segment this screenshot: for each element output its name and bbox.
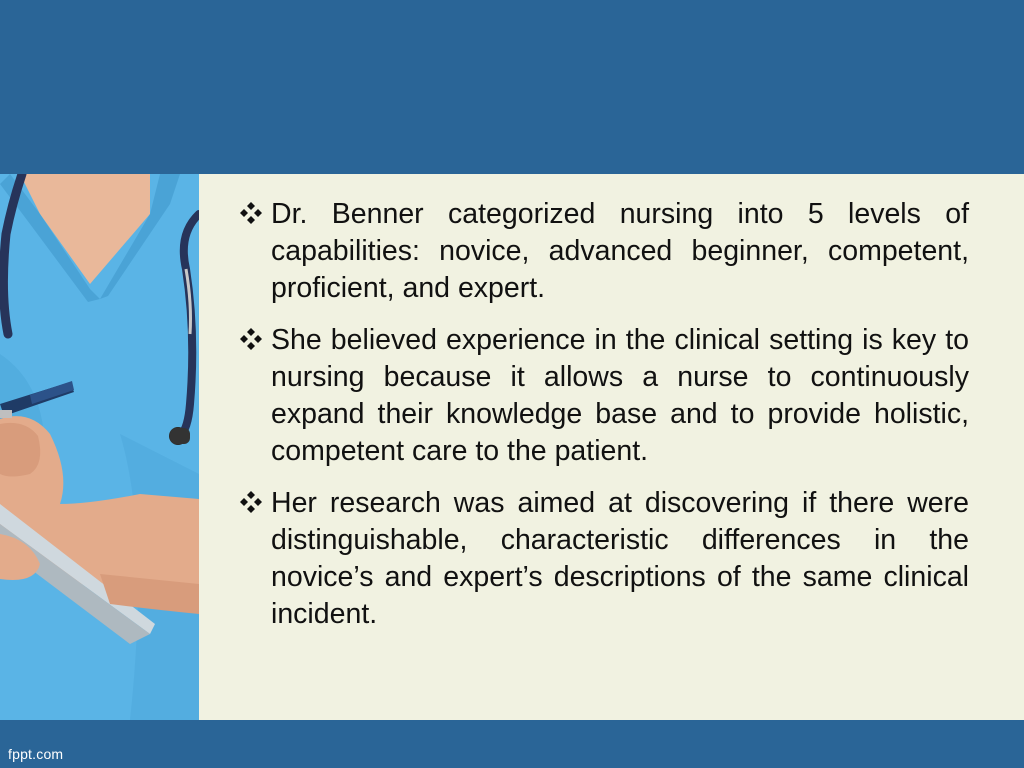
bullet-text: Her research was aimed at discovering if there were distinguishable, characteristic differences in the novice’s and expert’s descriptions of the same clinical incident. xyxy=(271,487,969,630)
nurse-photo xyxy=(0,174,199,720)
content-panel xyxy=(199,174,1024,720)
diamond-bullet-icon xyxy=(237,325,265,353)
footer-brand: fppt.com xyxy=(8,746,64,762)
bullet-text: She believed experience in the clinical setting is key to nursing because it allows a nurse to continuously expand their knowledge base and to provide holistic, competent care to the patient. xyxy=(271,324,969,467)
bullet-item-2 xyxy=(235,322,969,470)
diamond-bullet-icon xyxy=(237,199,265,227)
header-band xyxy=(0,0,1024,174)
bullet-item-3 xyxy=(235,485,969,633)
diamond-bullet-icon xyxy=(237,488,265,516)
bullet-text: Dr. Benner categorized nursing into 5 levels of capabilities: novice, advanced beginner, competent, proficient, and expert. xyxy=(271,198,969,304)
footer-band xyxy=(0,720,1024,768)
bullet-list xyxy=(235,196,969,648)
bullet-item-1 xyxy=(235,196,969,307)
nurse-illustration xyxy=(0,174,199,720)
